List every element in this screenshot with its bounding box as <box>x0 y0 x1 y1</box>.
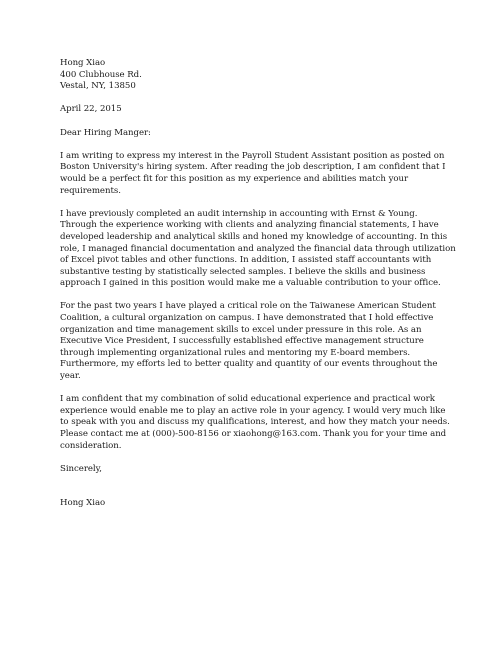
paragraph-line: approach I gained in this position would make me a valuable contribution to your office. <box>60 278 441 289</box>
paragraph-line: organization and time management skills to excel under pressure in this role. As an <box>60 324 422 335</box>
paragraph-line: year. <box>60 371 81 382</box>
paragraph-line: Through the experience working with clients and analyzing financial statements, I have <box>60 220 439 231</box>
paragraph-line: requirements. <box>60 185 121 196</box>
signature-name: Hong Xiao <box>60 498 106 509</box>
paragraph-line: Please contact me at (000)-500-8156 or xiaohong@163.com. Thank you for your time and <box>60 429 447 439</box>
paragraph-leadership <box>60 301 440 382</box>
paragraph-closing <box>60 394 450 452</box>
paragraph-line: consideration. <box>60 440 122 451</box>
paragraph-internship <box>60 208 456 290</box>
letter-date: April 22, 2015 <box>60 104 122 115</box>
paragraph-line: to speak with you and discuss my qualifications, interest, and how they match your needs. <box>60 417 450 428</box>
paragraph-line: experience would enable me to play an active role in your agency. I would very much like <box>60 405 446 416</box>
closing-block <box>60 464 440 476</box>
paragraph-line: Furthermore, my efforts led to better quality and quantity of our events throughout the <box>60 359 438 370</box>
paragraph-intro <box>60 150 446 197</box>
sender-street: 400 Clubhouse Rd. <box>60 69 142 80</box>
salutation-block <box>60 128 440 140</box>
paragraph-line: role, I managed financial documentation and analyzed the financial data through utilization <box>60 243 456 254</box>
paragraph-line: substantive testing by statistically selected samples. I believe the skills and business <box>60 266 426 277</box>
letter-date-block <box>60 104 440 116</box>
sender-address <box>60 58 440 93</box>
paragraph-line: Executive Vice President, I successfully established effective management structure <box>60 336 424 347</box>
sender-city: Vestal, NY, 13850 <box>60 81 136 92</box>
closing: Sincerely, <box>60 463 102 474</box>
signature-block <box>60 498 440 510</box>
paragraph-line: I am writing to express my interest in the Payroll Student Assistant position as posted on <box>60 150 445 161</box>
paragraph-line: Boston University's hiring system. After reading the job description, I am confident that I <box>60 162 446 173</box>
salutation: Dear Hiring Manger: <box>60 127 151 138</box>
sender-name: Hong Xiao <box>60 58 106 68</box>
paragraph-line: would be a perfect fit for this position as my experience and abilities match your <box>60 173 409 184</box>
paragraph-line: through implementing organizational rules and mentoring my E-board members. <box>60 347 411 358</box>
paragraph-line: developed leadership and analytical skills and honed my knowledge of accounting. In this <box>60 231 448 242</box>
paragraph-line: For the past two years I have played a critical role on the Taiwanese American Student <box>60 301 436 312</box>
paragraph-line: I am confident that my combination of solid educational experience and practical work <box>60 394 435 405</box>
paragraph-line: Coalition, a cultural organization on campus. I have demonstrated that I hold effective <box>60 313 434 324</box>
paragraph-line: I have previously completed an audit internship in accounting with Ernst & Young. <box>60 208 418 219</box>
cover-letter <box>60 58 456 510</box>
paragraph-line: of Excel pivot tables and other functions. In addition, I assisted staff accountants with <box>60 255 432 266</box>
